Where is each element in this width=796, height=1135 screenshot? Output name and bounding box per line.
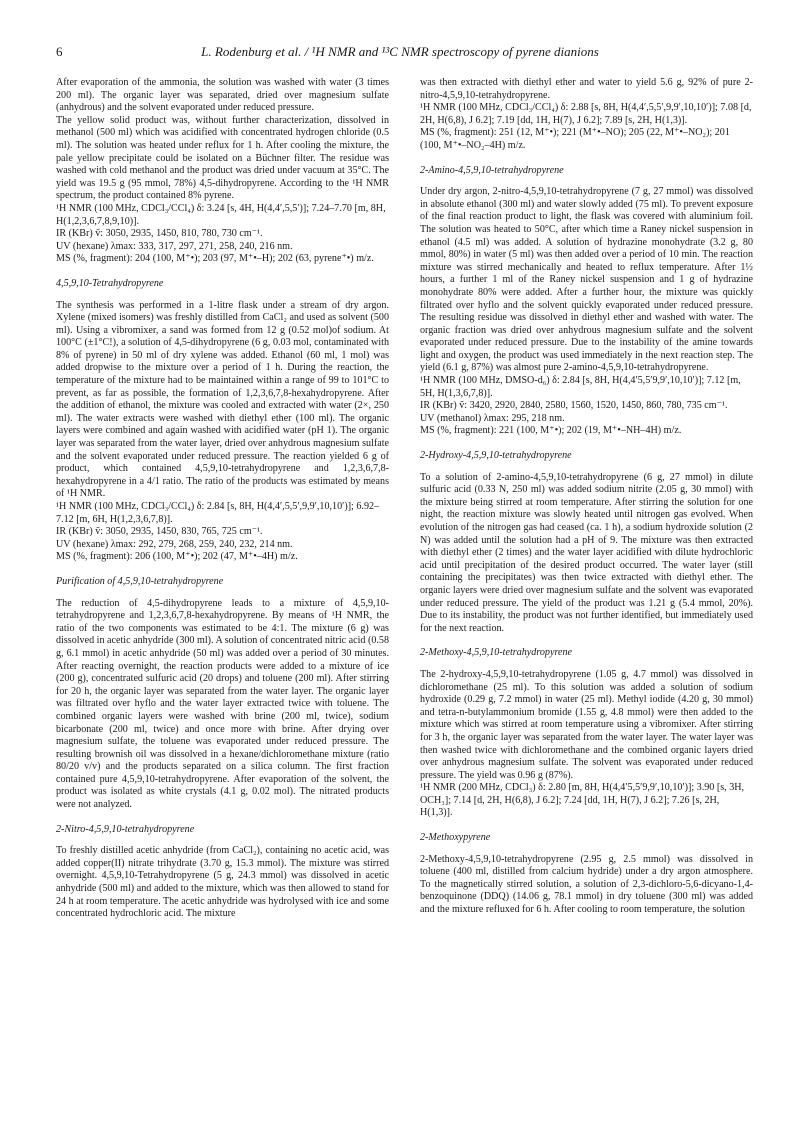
spectral-data: UV (methanol) λmax: 295, 218 nm. <box>420 412 565 424</box>
spectral-data: ¹H NMR (100 MHz, CDCl₃/CCl₄) δ: 2.84 [s, 8H, H(4,4′,5,5′,9,9′,10,10′)]; 6.92–7.12 [m, 6H, H(1,2,3,6,7,8)]. <box>56 501 380 525</box>
page-number: 6 <box>56 44 63 59</box>
spectral-data: MS (%, fragment): 204 (100, M⁺•); 203 (97, M⁺•–H); 202 (63, pyrene⁺•) m/z. <box>56 253 374 265</box>
spectral-data: ¹H NMR (100 MHz, CDCl₃/CCl₄) δ: 3.24 [s, 4H, H(4,4′,5,5′)]; 7.24–7.70 [m, 8H, H(1,2,3,6,7,8,9,10)]. <box>56 202 386 227</box>
section-heading: 2-Methoxypyrene <box>420 832 491 844</box>
spectral-data: MS (%, fragment): 251 (12, M⁺•); 221 (M⁺•–NO); 205 (22, M⁺•–NO₂); 201 (100, M⁺•–NO₂–4H) m/z. <box>420 127 730 151</box>
spectral-data: ¹H NMR (100 MHz, DMSO-d₆) δ: 2.84 [s, 8H, H(4,4′5,5′9,9′,10,10′)]; 7.12 [m, 5H, H(1,3,6,7,8)]. <box>420 375 741 399</box>
body-paragraph: The 2-hydroxy-4,5,9,10-tetrahydropyrene (1.05 g, 4.7 mmol) was dissolved in dichloromethane (25 ml). To this solution was added a solution of sodium hydroxide (0.29 g, 7.2 mmol) in water (25 ml). Methyl iodide (4.20 g, 30 mmol) and tetra-n-butylammonium bromide (1.55 g, 4.8 mmol) were then added to the mixture which was stirred at room temperature using a vibromixer. After stirring for 3 h, the organic layer was separated from the water layer. The water layer was then washed twice with dichloromethane and the combined organic layers dried over anhydrous magnesium sulfate. The solvent was evaporated under reduced pressure. The yield was 0.96 g (87%). <box>420 668 753 781</box>
page-header <box>56 44 744 62</box>
spectral-data: UV (hexane) λmax: 292, 279, 268, 259, 240, 232, 214 nm. <box>56 538 293 550</box>
spectral-data: UV (hexane) λmax: 333, 317, 297, 271, 258, 240, 216 nm. <box>56 240 293 252</box>
body-paragraph: Under dry argon, 2-nitro-4,5,9,10-tetrahydropyrene (7 g, 27 mmol) was dissolved in absolute ethanol (300 ml) and water slowly added (75 ml). To prevent exposure of the final reaction product to light, the flask was covered with aluminium foil. The solution was heated to 50°C, after which time a Raney nickel suspension in ethanol (4.5 ml) was added. A solution of hydrazine monohydrate (3.2 g, 80 mmol, 80%) in water (5 ml) was then added over a period of 10 min. The reaction mixture was stirred mechanically and heated to reflux temperature. After 1½ hours, a further 1 ml of the Raney nickel suspension and 1 g of hydrazine monohydrate 80% were added. After a further hour, the mixture was quickly filtrated over hyflo and the solvent quickly evaporated under reduced pressure. The resulting residue was dissolved in diethyl ether and washed with water. The organic fraction was dried over anhydrous magnesium sulfate and the solvent evaporated under reduced pressure. Due to the instability of the amine towards light and oxygen, the product was used immediately in the next reaction step. The yield (6.1 g, 87%) was almost pure 2-amino-4,5,9,10-tetrahydropyrene. <box>420 186 753 374</box>
section-heading: 2-Hydroxy-4,5,9,10-tetrahydropyrene <box>420 450 572 462</box>
running-title: L. Rodenburg et al. / ¹H NMR and ¹³C NMR spectroscopy of pyrene dianions <box>201 44 599 59</box>
body-paragraph: was then extracted with diethyl ether and water to yield 5.6 g, 92% of pure 2-nitro-4,5,9,10-tetrahydropyrene. <box>420 77 753 101</box>
body-paragraph: The yellow solid product was, without further characterization, dissolved in methanol (500 ml) which was acidified with concentrated hydrogen chloride (0.5 ml). The solution was heated under reflux for 1 h. After cooling the mixture, the pale yellow precipitate could be isolated on a Büchner filter. The residue was washed with cold methanol and the product was dried under vacuum at 35°C. The yield was 19.5 g (95 mmol, 78%) 4,5-dihydropyrene. According to the ¹H NMR spectrum, the product contained 8% pyrene. <box>56 114 389 202</box>
left-column <box>56 77 389 1117</box>
spectral-data: IR (KBr) ṽ: 3420, 2920, 2840, 2580, 1560, 1520, 1450, 860, 780, 735 cm⁻¹. <box>420 400 728 412</box>
section-heading: 2-Amino-4,5,9,10-tetrahydropyrene <box>420 164 564 176</box>
body-paragraph: The synthesis was performed in a 1-litre flask under a stream of dry argon. Xylene (mixed isomers) was freshly distilled from CaCl₂ and used as solvent (500 ml). Using a vibromixer, a sand was formed from 12 g (0.52 mol)of sodium. At 100°C (±1°C!), a solution of 4,5-dihydropyrene (6 g, 0.03 mol, contaminated with 8% of pyrene) in 50 ml of dry xylene was added. Ethanol (60 ml, 1 mol) was added dropwise to the mixture over a period of 1 h. During the reaction, the temperature of the mixture had to be maintained within a range of 99 to 101°C to prevent, as far as possible, the formation of 1,2,3,6,7,8-hexahydropyrene. After the addition of ethanol, the mixture was cooled and extracted with water (2×, 250 ml). The water extracts were washed with diethyl ether (100 ml). The organic layers were combined and again washed with acidified water (pH 1). The organic layer was separated from the water layer, dried over anhydrous magnesium sulfate and the solvent evaporated under reduced pressure. The reaction yielded 6 g of product, which contained 4,5,9,10-tetrahydropyrene and 1,2,3,6,7,8-hexahydropyrene in a 4/1 ratio. The ratio of the products was estimated by means of ¹H NMR. <box>56 299 389 500</box>
body-paragraph: To freshly distilled acetic anhydride (from CaCl₂), containing no acetic acid, was added copper(II) nitrate trihydrate (3.70 g, 15.3 mmol). The mixture was stirred overnight. 4,5,9,10-Tetrahydropyrene (5 g, 24.3 mmol) was dissolved in acetic anhydride (500 ml) and added to the mixture, which was then allowed to stand for 24 h at room temperature. The acetic anhydride was hydrolysed with ice and some concentrated hydrochloric acid. The mixture <box>56 845 389 920</box>
spectral-data: MS (%, fragment): 206 (100, M⁺•); 202 (47, M⁺•–4H) m/z. <box>56 551 298 563</box>
right-column <box>420 77 753 1117</box>
section-heading: 4,5,9,10-Tetrahydropyrene <box>56 277 164 289</box>
spectral-data: ¹H NMR (100 MHz, CDCl₃/CCl₄) δ: 2.88 [s, 8H, H(4,4′,5,5′,9,9′,10,10′)]; 7.08 [d, 2H, H(6,8), J 6.2]; 7.19 [dd, 1H, H(7), J 6.2]; 7.89 [s, 2H, H(1,3)]. <box>420 102 752 126</box>
body-paragraph: After evaporation of the ammonia, the solution was washed with water (3 times 200 ml). The organic layer was separated, dried over magnesium sulfate (anhydrous) and the solvent evaporated under reduced pressure. <box>56 77 389 114</box>
spectral-data: ¹H NMR (200 MHz, CDCl₃) δ: 2.80 [m, 8H, H(4,4′5,5′9,9′,10,10′)]; 3.90 [s, 3H, OCH₃]; 7.14 [d, 2H, H(6,8), J 6.2]; 7.24 [dd, 1H, H(7), J 6.2]; 7.26 [s, 2H, H(1,3)]. <box>420 782 745 819</box>
section-heading: 2-Methoxy-4,5,9,10-tetrahydropyrene <box>420 647 573 659</box>
spectral-data: IR (KBr) ṽ: 3050, 2935, 1450, 810, 780, 730 cm⁻¹. <box>56 228 263 240</box>
body-paragraph: The reduction of 4,5-dihydropyrene leads to a mixture of 4,5,9,10-tetrahydropyrene and 1,2,3,6,7,8-hexahydropyrene. By means of ¹H NMR, the ratio of the two components was estimated to be 4:1. The mixture (6 g) was dissolved in acetic anhydride (300 ml). A solution of concentrated nitric acid (0.58 g, 6.1 mmol) in acetic anhydride (50 ml) was added over a period of 30 minutes. After reacting overnight, the reaction products were added to a mixture of ice (200 g), concentrated sulfuric acid (20 drops) and toluene (200 ml). After stirring for 20 h, the organic layer was separated from the water layer. The organic layer was filtrated over hyflo and the water layer extracted twice with toluene. The combined organic layers were washed with brine (200 ml, twice), sodium bicarbonate (200 ml, twice) and once more with brine. After drying over magnesium sulfate, the toluene was evaporated under reduced pressure. The resulting brownish oil was dissolved in a hexane/dichloromethane mixture (ratio 80/20 v/v) and the products separated on a silica column. The first fraction contained pure 4,5,9,10-tetrahydropyrene. After evaporation of the solvent, the product was isolated as white crystals (4.1 g, 0.02 mol). The nitrated products were not analyzed. <box>56 597 389 811</box>
body-paragraph: 2-Methoxy-4,5,9,10-tetrahydropyrene (2.95 g, 2.5 mmol) was dissolved in toluene (400 ml, distilled from calcium hydride) under a dry argon atmosphere. To the magnetically stirred solution, a solution of 2,3-dichloro-5,6-dicyano-1,4-benzoquinone (DDQ) (14.06 g, 78.1 mmol) in dry toluene (300 ml) was added and the mixture refluxed for 6 h. After cooling to room temperature, the solution <box>420 853 753 916</box>
body-paragraph: To a solution of 2-amino-4,5,9,10-tetrahydropyrene (6 g, 27 mmol) in dilute sulfuric acid (0.33 N, 250 ml) was added sodium nitrite (2.05 g, 30 mmol) with the mixture being stirred at room temperature. After stirring the solution for one night, the reaction mixture was slowly heated until nitrogen gas evolved. When evolution of the nitrogen gas had ceased (ca. 1 h), a sodium hydroxide solution (2 N) was added until the solution had a pH of 9. The mixture was then extracted with diethyl ether (2 times) and the water layer acidified with dilute hydrochloric acid until precipitation of the desired product occurred. The water layer (still containing the precipitates) was then twice extracted with diethyl ether. The organic layers were dried over magnesium sulfate and the solvent was evaporated under reduced pressure. The yield of the product was 1.21 g (5.4 mmol, 20%). Due to its instability, the product was not further identified, but immediately used for the next reaction. <box>420 471 753 634</box>
section-heading: 2-Nitro-4,5,9,10-tetrahydropyrene <box>56 823 195 835</box>
spectral-data: MS (%, fragment): 221 (100, M⁺•); 202 (19, M⁺•–NH–4H) m/z. <box>420 425 682 437</box>
spectral-data: IR (KBr) ṽ: 3050, 2935, 1450, 830, 765, 725 cm⁻¹. <box>56 526 263 538</box>
section-heading: Purification of 4,5,9,10-tetrahydropyrene <box>56 575 224 587</box>
